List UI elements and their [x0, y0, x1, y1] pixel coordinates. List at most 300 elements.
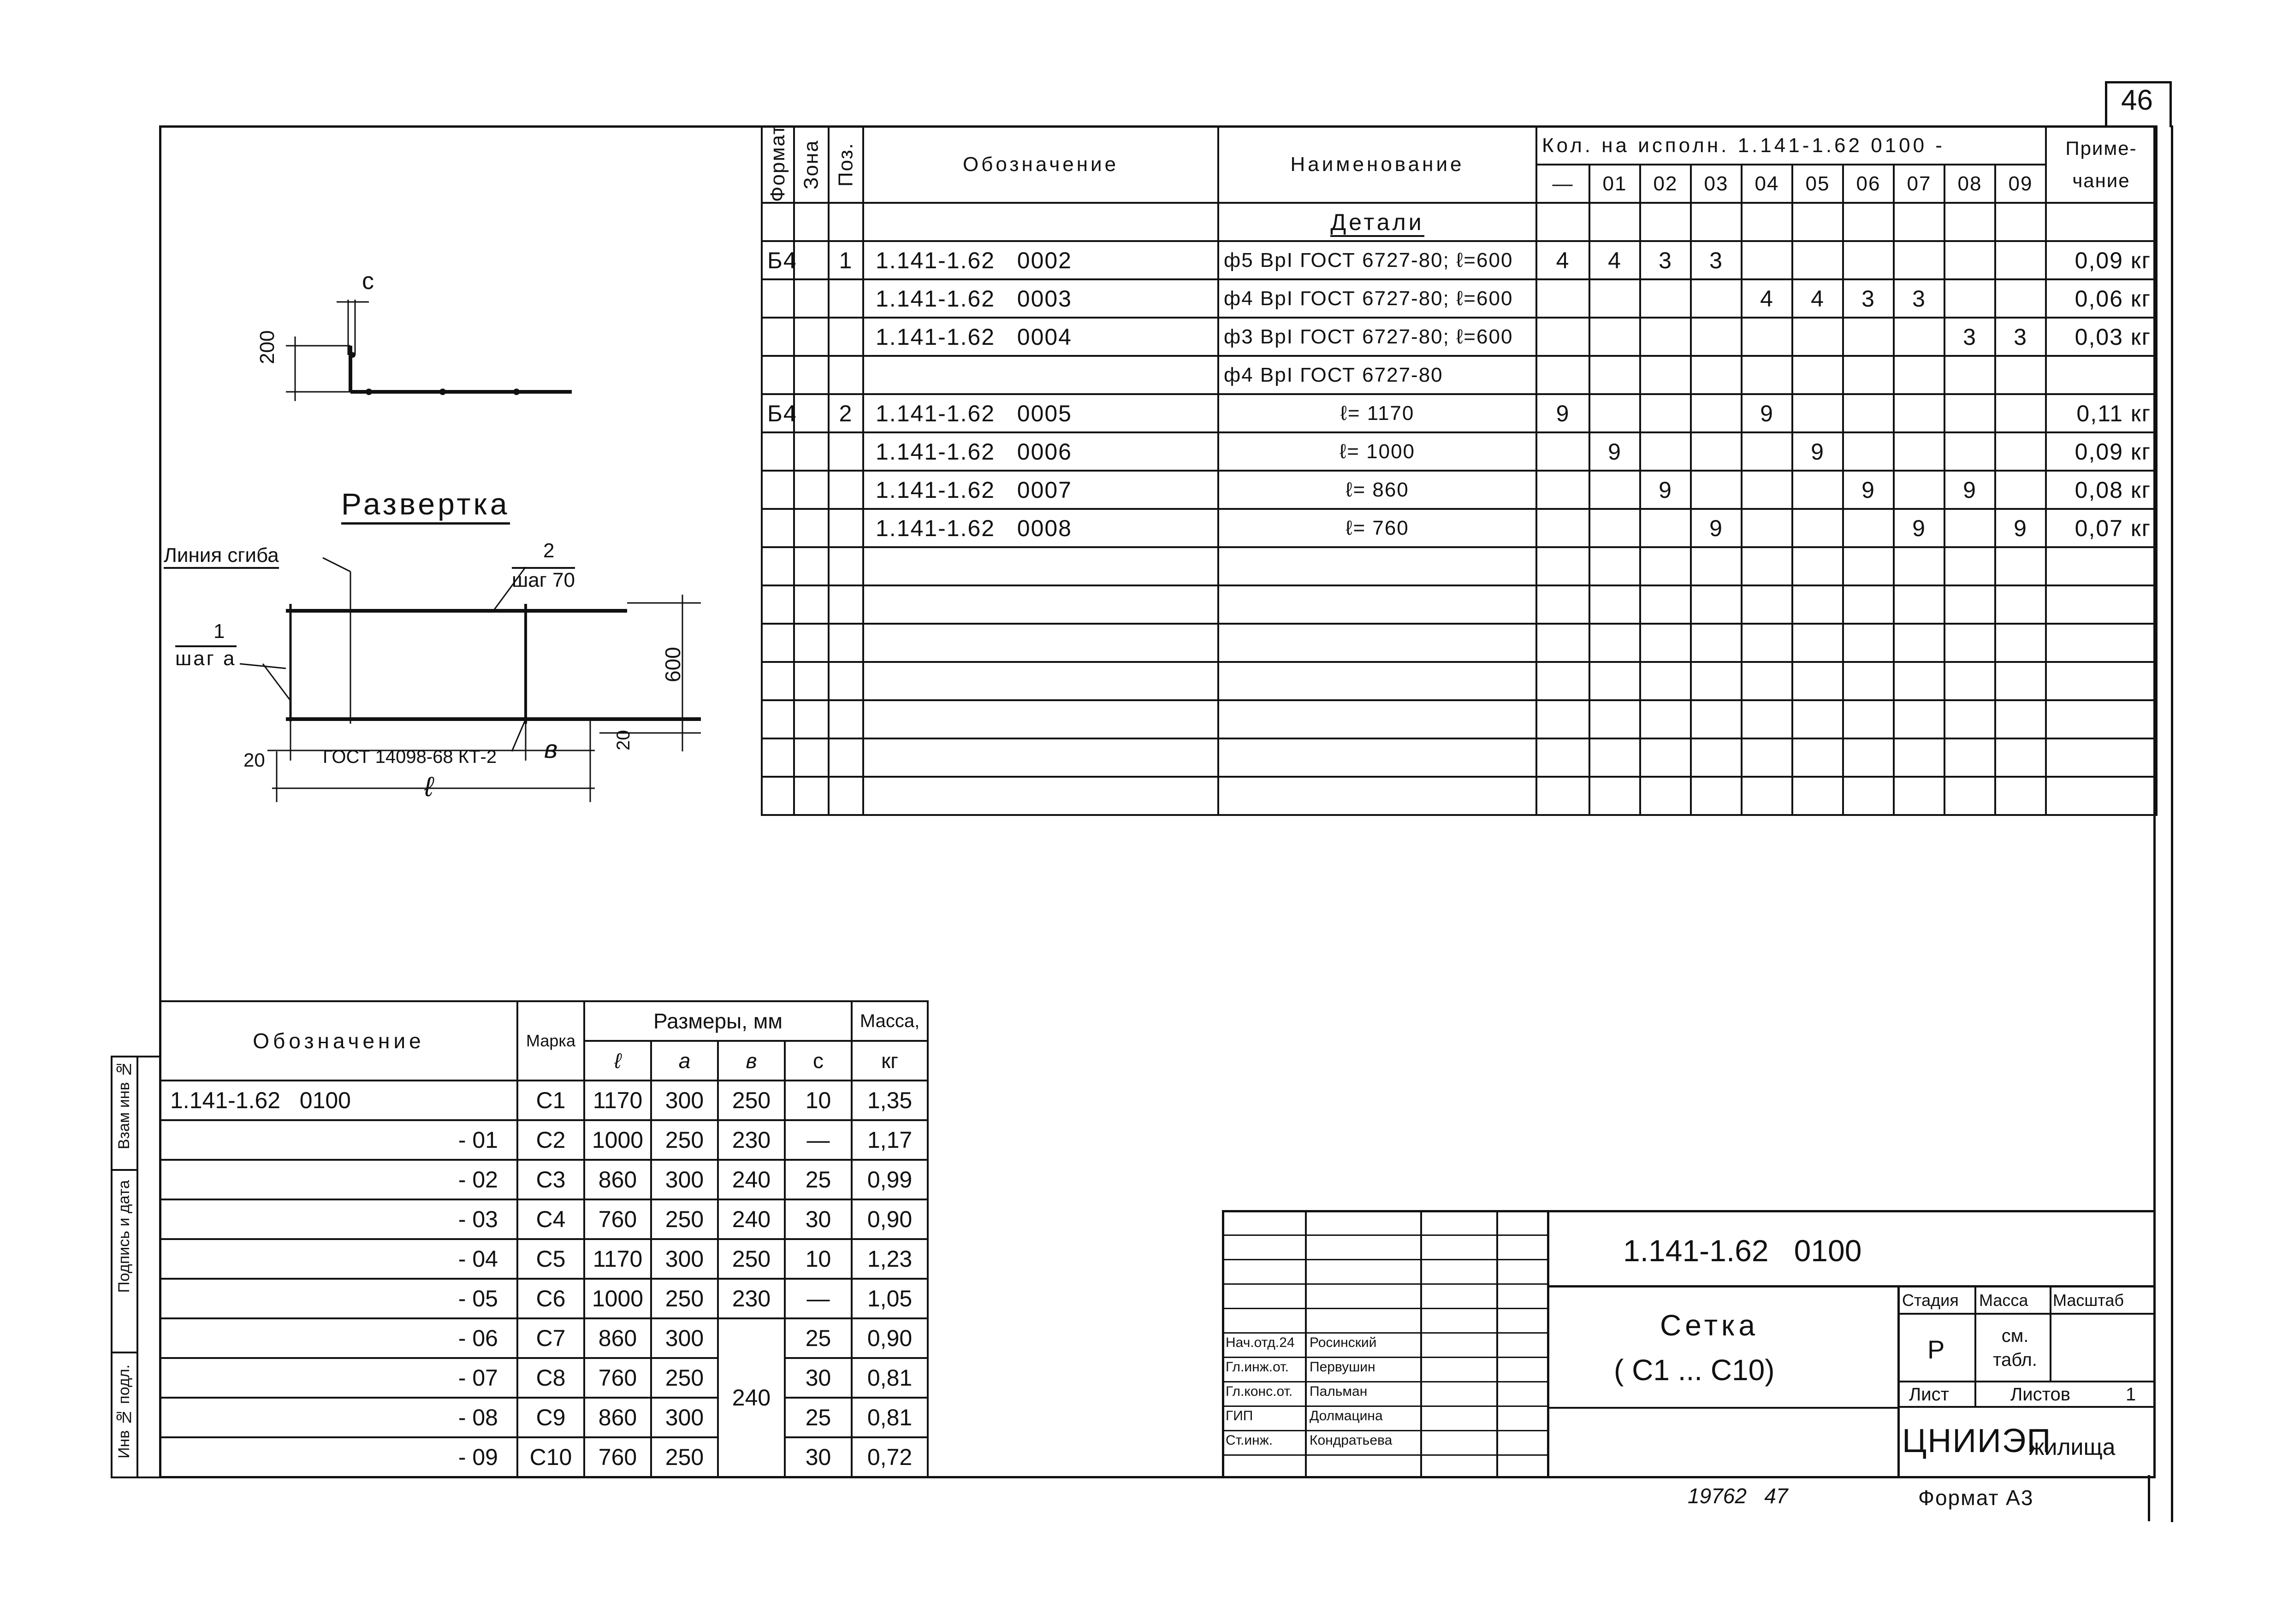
qty-col-header: 07 — [1894, 165, 1944, 203]
spec-qty-cell — [1691, 279, 1742, 318]
spec-qty-cell — [1995, 547, 2046, 585]
spec-zone-cell — [794, 356, 829, 394]
spec-pos-cell — [829, 700, 863, 738]
spec-qty-cell — [1944, 509, 1995, 547]
sizes-c-cell: 25 — [785, 1160, 852, 1199]
strip-inv-replace: Взам инв № — [115, 1060, 133, 1150]
col-format-header: Формат — [762, 126, 794, 203]
sizes-mass-cell: 0,81 — [852, 1358, 928, 1398]
staff-role: Гл.конс.от. — [1226, 1384, 1293, 1399]
spec-designation-cell: 1.141-1.62 0007 — [863, 471, 1218, 509]
spec-qty-cell — [1944, 279, 1995, 318]
razvertka-drawing — [157, 558, 724, 834]
spec-qty-cell — [1894, 471, 1944, 509]
sizes-designation-cell: - 03 — [160, 1199, 517, 1239]
spec-zone-cell — [794, 318, 829, 356]
col-pos-header: Поз. — [829, 126, 863, 203]
pos1-step: шаг a — [175, 645, 237, 670]
spec-qty-cell — [1792, 624, 1843, 662]
spec-designation-cell — [863, 585, 1218, 624]
sizes-a-cell: 250 — [651, 1199, 718, 1239]
specification-table — [761, 125, 2158, 816]
razvertka-title: Развертка — [341, 486, 510, 525]
spec-row — [762, 700, 2157, 738]
spec-format-cell: Б4 — [762, 394, 794, 432]
spec-qty-cell — [1589, 777, 1640, 815]
sizes-a-cell: 300 — [651, 1239, 718, 1279]
spec-pos-cell — [829, 547, 863, 585]
sizes-mass-cell: 0,90 — [852, 1318, 928, 1358]
sizes-row — [160, 1318, 928, 1358]
sizes-l-cell: 760 — [584, 1358, 651, 1398]
spec-qty-cell — [1640, 700, 1691, 738]
sizes-b-merged-cell: 240 — [718, 1318, 785, 1477]
spec-qty-cell: 3 — [1995, 318, 2046, 356]
spec-qty-cell — [1894, 662, 1944, 700]
spec-qty-cell — [1589, 279, 1640, 318]
spec-pos-cell — [829, 432, 863, 471]
spec-qty-cell — [1589, 509, 1640, 547]
spec-qty-cell — [1995, 432, 2046, 471]
spec-zone-cell — [794, 547, 829, 585]
spec-qty-cell — [1843, 547, 1894, 585]
staff-role: ГИП — [1226, 1408, 1253, 1423]
spec-qty-cell — [1792, 318, 1843, 356]
spec-note-cell — [2046, 624, 2157, 662]
sizes-row — [160, 1279, 928, 1318]
spec-qty-cell — [1640, 547, 1691, 585]
spec-name-cell: ℓ= 760 — [1218, 509, 1536, 547]
strip-blank-cell — [136, 1056, 161, 1478]
spec-qty-cell — [1640, 624, 1691, 662]
spec-zone-cell — [794, 471, 829, 509]
frame-bottom-tick — [2148, 1475, 2150, 1521]
spec-qty-cell — [1742, 432, 1792, 471]
title-line1: Сетка — [1660, 1309, 1759, 1342]
sizes-c-cell: — — [785, 1120, 852, 1160]
spec-note-cell — [2046, 700, 2157, 738]
spec-qty-cell — [1589, 624, 1640, 662]
spec-qty-cell — [1843, 585, 1894, 624]
spec-format-cell — [762, 471, 794, 509]
spec-qty-cell: 9 — [1691, 509, 1742, 547]
spec-qty-cell — [1944, 738, 1995, 777]
sizes-a-cell: 250 — [651, 1120, 718, 1160]
org-suffix: жилища — [2029, 1434, 2116, 1460]
sizes-row — [160, 1358, 928, 1398]
spec-qty-cell — [1894, 318, 1944, 356]
sizes-mark-cell: С9 — [517, 1398, 584, 1437]
sizes-l-cell: 1170 — [584, 1239, 651, 1279]
spec-name-cell: ф3 BpI ГОСТ 6727-80; ℓ=600 — [1218, 318, 1536, 356]
sizes-designation-cell: - 02 — [160, 1160, 517, 1199]
staff-name: Росинский — [1310, 1335, 1377, 1350]
spec-qty-cell — [1894, 624, 1944, 662]
sizes-row — [160, 1199, 928, 1239]
spec-zone-cell — [794, 700, 829, 738]
spec-note-cell: 0,03 кг — [2046, 318, 2157, 356]
sizes-c-cell: 10 — [785, 1081, 852, 1120]
spec-qty-cell — [1995, 585, 2046, 624]
sizes-l-cell: 860 — [584, 1318, 651, 1358]
spec-qty-cell — [1944, 241, 1995, 279]
spec-qty-cell — [1894, 547, 1944, 585]
pos2-number: 2 — [543, 539, 555, 562]
spec-qty-cell — [1691, 547, 1742, 585]
sizes-b-cell: 250 — [718, 1081, 785, 1120]
spec-zone-cell — [794, 738, 829, 777]
spec-qty-cell: 9 — [1944, 471, 1995, 509]
sizes-mark-cell: С5 — [517, 1239, 584, 1279]
spec-qty-cell — [1843, 356, 1894, 394]
sizes-designation-cell: - 06 — [160, 1318, 517, 1358]
spec-qty-cell — [1536, 738, 1589, 777]
spec-note-cell — [2046, 356, 2157, 394]
spec-qty-cell — [1843, 318, 1894, 356]
pos1-number: 1 — [213, 620, 225, 643]
spec-qty-cell — [1843, 662, 1894, 700]
sheets-value: 1 — [2126, 1384, 2136, 1405]
col-note-header: Приме-чание — [2046, 126, 2157, 203]
sizes-mass-cell: 0,72 — [852, 1437, 928, 1477]
spec-zone-cell — [794, 624, 829, 662]
spec-qty-cell — [1792, 471, 1843, 509]
staff-name: Кондратьева — [1310, 1433, 1393, 1448]
spec-qty-cell — [1640, 585, 1691, 624]
spec-qty-cell — [1742, 662, 1792, 700]
spec-pos-cell — [829, 662, 863, 700]
staff-role: Гл.инж.от. — [1226, 1359, 1289, 1375]
sizes-mass-cell: 1,05 — [852, 1279, 928, 1318]
spec-designation-cell — [863, 624, 1218, 662]
sizes-row — [160, 1160, 928, 1199]
frame-right-tick — [2171, 125, 2173, 1522]
spec-qty-cell: 4 — [1742, 279, 1792, 318]
spec-format-cell — [762, 738, 794, 777]
spec-row — [762, 509, 2157, 547]
page-number: 46 — [2121, 84, 2153, 116]
spec-format-cell — [762, 585, 794, 624]
spec-qty-cell — [1944, 585, 1995, 624]
spec-qty-cell — [1944, 394, 1995, 432]
bent-bar-drawing — [258, 263, 581, 410]
spec-format-cell — [762, 279, 794, 318]
spec-qty-cell — [1843, 700, 1894, 738]
stage-label: Стадия — [1902, 1291, 1959, 1310]
pos2-step: шаг 70 — [512, 567, 575, 592]
spec-qty-cell — [1995, 662, 2046, 700]
sizes-designation-cell: - 07 — [160, 1358, 517, 1398]
spec-qty-cell — [1742, 777, 1792, 815]
spec-qty-cell — [1589, 700, 1640, 738]
dim-c-label: c — [362, 268, 374, 295]
spec-name-cell: ℓ= 1000 — [1218, 432, 1536, 471]
sizes-c-cell: — — [785, 1279, 852, 1318]
spec-qty-cell — [1843, 241, 1894, 279]
spec-pos-cell — [829, 471, 863, 509]
spec-pos-cell — [829, 738, 863, 777]
spec-format-cell — [762, 662, 794, 700]
col-designation-header: Обозначение — [863, 126, 1218, 203]
sizes-table — [159, 1000, 929, 1478]
doc-number: 1.141-1.62 0100 — [1623, 1234, 1862, 1268]
sizes-row — [160, 1398, 928, 1437]
spec-designation-cell: 1.141-1.62 0002 — [863, 241, 1218, 279]
spec-qty-cell: 3 — [1944, 318, 1995, 356]
sizes-row — [160, 1081, 928, 1120]
spec-qty-cell — [1742, 509, 1792, 547]
spec-format-cell — [762, 624, 794, 662]
spec-name-cell: ℓ= 1170 — [1218, 394, 1536, 432]
spec-qty-cell — [1944, 777, 1995, 815]
spec-note-cell: 0,09 кг — [2046, 432, 2157, 471]
spec-row — [762, 471, 2157, 509]
section-title — [1218, 203, 1536, 241]
spec-qty-cell: 3 — [1640, 241, 1691, 279]
sizes-a-header: a — [651, 1041, 718, 1081]
spec-qty-cell — [1691, 662, 1742, 700]
spec-row — [762, 279, 2157, 318]
spec-qty-cell — [1536, 318, 1589, 356]
spec-row — [762, 585, 2157, 624]
sizes-mass-cell: 0,99 — [852, 1160, 928, 1199]
spec-qty-cell — [1894, 585, 1944, 624]
spec-designation-cell — [863, 547, 1218, 585]
spec-qty-cell — [1742, 547, 1792, 585]
spec-name-cell — [1218, 585, 1536, 624]
spec-qty-cell — [1792, 700, 1843, 738]
spec-zone-cell — [794, 585, 829, 624]
sizes-mark-cell: С8 — [517, 1358, 584, 1398]
spec-note-cell: 0,06 кг — [2046, 279, 2157, 318]
spec-qty-cell — [1843, 738, 1894, 777]
spec-qty-cell — [1792, 356, 1843, 394]
sizes-mark-header: Марка — [517, 1001, 584, 1081]
spec-qty-cell — [1843, 509, 1894, 547]
spec-qty-cell — [1944, 547, 1995, 585]
spec-note-cell — [2046, 777, 2157, 815]
spec-qty-cell: 9 — [1536, 394, 1589, 432]
spec-qty-cell — [1843, 432, 1894, 471]
spec-qty-cell — [1742, 738, 1792, 777]
staff-name: Первушин — [1310, 1359, 1375, 1375]
gost-weld-note: ГОСТ 14098-68 КТ-2 — [323, 747, 497, 767]
spec-qty-cell — [1742, 318, 1792, 356]
spec-zone-cell — [794, 394, 829, 432]
spec-pos-cell: 2 — [829, 394, 863, 432]
spec-pos-cell — [829, 318, 863, 356]
sizes-designation-cell: - 09 — [160, 1437, 517, 1477]
sizes-dims-group-header: Размеры, мм — [584, 1001, 852, 1041]
spec-pos-cell — [829, 509, 863, 547]
spec-qty-cell — [1742, 585, 1792, 624]
spec-qty-cell — [1536, 777, 1589, 815]
spec-qty-cell — [1843, 777, 1894, 815]
spec-zone-cell — [794, 241, 829, 279]
spec-format-cell — [762, 318, 794, 356]
spec-qty-cell — [1742, 700, 1792, 738]
spec-qty-cell — [1792, 738, 1843, 777]
spec-qty-cell — [1792, 585, 1843, 624]
spec-qty-cell: 9 — [1995, 509, 2046, 547]
spec-qty-cell — [1843, 394, 1894, 432]
sizes-c-cell: 25 — [785, 1318, 852, 1358]
sizes-designation-cell: - 04 — [160, 1239, 517, 1279]
sizes-c-cell: 30 — [785, 1358, 852, 1398]
spec-qty-cell — [1691, 432, 1742, 471]
spec-designation-cell — [863, 700, 1218, 738]
qty-col-header: 06 — [1843, 165, 1894, 203]
spec-qty-cell — [1691, 585, 1742, 624]
title-line2: ( С1 ... С10) — [1614, 1353, 1775, 1387]
dim-b-label: в — [544, 734, 558, 763]
qty-col-header: — — [1536, 165, 1589, 203]
qty-col-header: 03 — [1691, 165, 1742, 203]
spec-qty-cell — [1589, 738, 1640, 777]
qty-col-header: 08 — [1944, 165, 1995, 203]
spec-qty-cell — [1536, 509, 1589, 547]
mass-label: Масса — [1979, 1291, 2028, 1310]
spec-note-cell: 0,09 кг — [2046, 241, 2157, 279]
spec-zone-cell — [794, 662, 829, 700]
spec-qty-cell — [1792, 777, 1843, 815]
spec-qty-cell — [1792, 509, 1843, 547]
sizes-a-cell: 250 — [651, 1358, 718, 1398]
sizes-a-cell: 300 — [651, 1318, 718, 1358]
sizes-c-header: c — [785, 1041, 852, 1081]
sizes-b-cell: 250 — [718, 1239, 785, 1279]
spec-designation-cell: 1.141-1.62 0005 — [863, 394, 1218, 432]
spec-row — [762, 738, 2157, 777]
sizes-row — [160, 1120, 928, 1160]
spec-qty-cell — [1589, 356, 1640, 394]
sizes-designation-cell: - 05 — [160, 1279, 517, 1318]
spec-qty-cell — [1995, 777, 2046, 815]
spec-format-cell — [762, 700, 794, 738]
sizes-a-cell: 300 — [651, 1081, 718, 1120]
spec-qty-cell — [1536, 356, 1589, 394]
spec-qty-cell — [1536, 585, 1589, 624]
spec-name-cell — [1218, 547, 1536, 585]
spec-qty-cell — [1640, 662, 1691, 700]
spec-row — [762, 624, 2157, 662]
spec-name-cell — [1218, 777, 1536, 815]
sizes-body — [160, 1081, 928, 1477]
spec-pos-cell — [829, 777, 863, 815]
spec-pos-cell — [829, 585, 863, 624]
sizes-c-cell: 30 — [785, 1199, 852, 1239]
spec-qty-cell — [1792, 394, 1843, 432]
spec-qty-cell — [1589, 662, 1640, 700]
spec-format-cell — [762, 356, 794, 394]
spec-qty-cell — [1792, 547, 1843, 585]
section-title-text: Детали — [1330, 209, 1424, 237]
sizes-l-cell: 1000 — [584, 1120, 651, 1160]
spec-row — [762, 777, 2157, 815]
org-name: ЦНИИЭП — [1902, 1423, 2052, 1459]
spec-qty-cell — [1536, 662, 1589, 700]
spec-note-cell — [2046, 738, 2157, 777]
sizes-mark-cell: С4 — [517, 1199, 584, 1239]
spec-zone-cell — [794, 509, 829, 547]
spec-qty-cell — [1843, 624, 1894, 662]
col-zone-header: Зона — [794, 126, 829, 203]
spec-row — [762, 356, 2157, 394]
spec-qty-cell — [1640, 777, 1691, 815]
spec-row — [762, 547, 2157, 585]
spec-qty-cell — [1640, 279, 1691, 318]
spec-designation-cell: 1.141-1.62 0008 — [863, 509, 1218, 547]
spec-zone-cell — [794, 279, 829, 318]
spec-qty-cell — [1792, 662, 1843, 700]
sizes-b-cell: 240 — [718, 1199, 785, 1239]
spec-qty-cell: 3 — [1843, 279, 1894, 318]
spec-qty-cell — [1589, 585, 1640, 624]
spec-pos-cell: 1 — [829, 241, 863, 279]
sizes-l-cell: 760 — [584, 1437, 651, 1477]
sheets-label: Листов — [2010, 1384, 2070, 1405]
staff-name: Пальман — [1310, 1384, 1368, 1399]
spec-name-cell: ф5 BpI ГОСТ 6727-80; ℓ=600 — [1218, 241, 1536, 279]
spec-designation-cell — [863, 662, 1218, 700]
mass-value: см. табл. — [1993, 1326, 2037, 1370]
spec-qty-cell — [1995, 394, 2046, 432]
spec-qty-cell — [1536, 547, 1589, 585]
spec-qty-cell — [1944, 700, 1995, 738]
spec-qty-cell: 9 — [1640, 471, 1691, 509]
sizes-a-cell: 300 — [651, 1160, 718, 1199]
sizes-mass-cell: 0,90 — [852, 1199, 928, 1239]
dim-200-label: 200 — [256, 330, 279, 364]
spec-qty-cell — [1742, 471, 1792, 509]
spec-pos-cell — [829, 624, 863, 662]
sizes-l-cell: 860 — [584, 1398, 651, 1437]
sizes-c-cell: 25 — [785, 1398, 852, 1437]
staff-name: Долмацина — [1310, 1408, 1383, 1423]
dim-20-right-label: 20 — [613, 730, 634, 750]
staff-role: Нач.отд.24 — [1226, 1335, 1295, 1350]
col-qty-group-header: Кол. на исполн. 1.141-1.62 0100 - — [1536, 126, 2046, 165]
sizes-mass-cell: 1,17 — [852, 1120, 928, 1160]
sizes-mass-unit-header: кг — [852, 1041, 928, 1081]
spec-qty-cell — [1894, 394, 1944, 432]
spec-pos-cell — [829, 356, 863, 394]
spec-qty-cell — [1944, 356, 1995, 394]
sizes-l-header: ℓ — [584, 1041, 651, 1081]
spec-qty-cell: 9 — [1843, 471, 1894, 509]
qty-col-header: 02 — [1640, 165, 1691, 203]
sizes-designation-cell: 1.141-1.62 0100 — [160, 1081, 517, 1120]
spec-zone-cell — [794, 777, 829, 815]
spec-format-cell — [762, 777, 794, 815]
qty-col-header: 04 — [1742, 165, 1792, 203]
sizes-b-header: в — [718, 1041, 785, 1081]
sizes-b-cell: 230 — [718, 1279, 785, 1318]
spec-qty-cell — [1640, 509, 1691, 547]
spec-row — [762, 662, 2157, 700]
spec-qty-cell — [1640, 738, 1691, 777]
col-name-header: Наименование — [1218, 126, 1536, 203]
spec-name-cell: ℓ= 860 — [1218, 471, 1536, 509]
sizes-designation-cell: - 01 — [160, 1120, 517, 1160]
qty-col-header: 01 — [1589, 165, 1640, 203]
sizes-mark-cell: С1 — [517, 1081, 584, 1120]
spec-designation-cell — [863, 738, 1218, 777]
sizes-l-cell: 1000 — [584, 1279, 651, 1318]
spec-qty-cell — [1742, 241, 1792, 279]
spec-pos-cell — [829, 279, 863, 318]
strip-inv-orig: Инв № подл. — [115, 1364, 133, 1459]
